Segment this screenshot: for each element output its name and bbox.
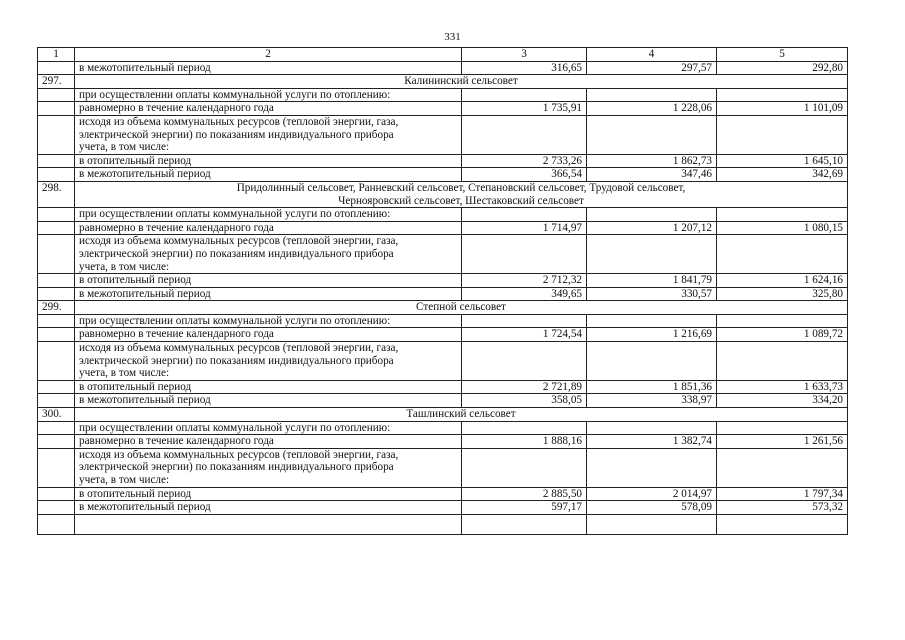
table-row <box>38 328 848 342</box>
column-header: 2 <box>75 48 462 62</box>
section-number: 300. <box>38 408 75 422</box>
table-row <box>38 115 848 154</box>
value-cell: 597,17 <box>462 501 587 515</box>
value-cell: 2 712,32 <box>462 274 587 288</box>
value-cell: 316,65 <box>462 61 587 75</box>
empty-cell <box>38 221 75 235</box>
table-row <box>38 342 848 381</box>
empty-cell <box>38 328 75 342</box>
value-cell: 1 228,06 <box>587 102 717 116</box>
value-cell: 1 382,74 <box>587 435 717 449</box>
value-cell: 334,20 <box>717 394 848 408</box>
value-cell: 342,69 <box>717 168 848 182</box>
table-row <box>38 380 848 394</box>
table-row <box>38 435 848 449</box>
empty-cell <box>38 102 75 116</box>
empty-cell <box>587 448 717 487</box>
row-label <box>75 235 462 274</box>
table-row <box>38 154 848 168</box>
value-cell: 1 101,09 <box>717 102 848 116</box>
row-label: в отопительный период <box>75 380 462 394</box>
table-row <box>38 274 848 288</box>
row-label: в межотопительный период <box>75 394 462 408</box>
section-title-row <box>38 408 848 422</box>
empty-cell <box>587 208 717 222</box>
section-title <box>75 408 848 422</box>
section-title-row <box>38 75 848 89</box>
row-label: при осуществлении оплаты коммунальной услуги по отоплению: <box>75 88 462 102</box>
row-label: в отопительный период <box>75 487 462 501</box>
value-cell: 1 624,16 <box>717 274 848 288</box>
text-line: Придолинный сельсовет, Ранневский сельсовет, Степановский сельсовет, Трудовой сельсовет, <box>236 181 686 194</box>
section-number: 297. <box>38 75 75 89</box>
column-header: 5 <box>717 48 848 62</box>
table-row <box>38 221 848 235</box>
empty-cell <box>75 514 462 534</box>
text-line: учета, в том числе: <box>79 141 170 154</box>
table-row <box>38 487 848 501</box>
value-cell: 1 261,56 <box>717 435 848 449</box>
empty-cell <box>38 380 75 394</box>
row-label: равномерно в течение календарного года <box>75 328 462 342</box>
table-row <box>38 421 848 435</box>
table-row <box>38 61 848 75</box>
value-cell: 1 080,15 <box>717 221 848 235</box>
empty-cell <box>587 342 717 381</box>
empty-cell <box>38 88 75 102</box>
empty-cell <box>38 394 75 408</box>
empty-cell <box>38 274 75 288</box>
table-row <box>38 394 848 408</box>
text-line: учета, в том числе: <box>79 260 170 273</box>
empty-cell <box>587 514 717 534</box>
text-line: электрической энергии) по показаниям индивидуального прибора <box>79 354 394 367</box>
empty-cell <box>38 168 75 182</box>
value-cell: 2 885,50 <box>462 487 587 501</box>
value-cell: 1 207,12 <box>587 221 717 235</box>
section-title-row <box>38 301 848 315</box>
value-cell: 1 089,72 <box>717 328 848 342</box>
empty-cell <box>38 235 75 274</box>
section-title <box>75 75 848 89</box>
table-row <box>38 514 848 534</box>
value-cell: 1 851,36 <box>587 380 717 394</box>
value-cell: 1 645,10 <box>717 154 848 168</box>
section-number: 298. <box>38 181 75 207</box>
row-label: при осуществлении оплаты коммунальной услуги по отоплению: <box>75 314 462 328</box>
value-cell: 2 014,97 <box>587 487 717 501</box>
tariff-table <box>37 47 848 535</box>
empty-cell <box>38 287 75 301</box>
empty-cell <box>38 514 75 534</box>
value-cell: 349,65 <box>462 287 587 301</box>
empty-cell <box>717 342 848 381</box>
row-label: равномерно в течение календарного года <box>75 102 462 116</box>
page-number: 331 <box>444 31 461 43</box>
text-line: исходя из объема коммунальных ресурсов (тепловой энергии, газа, <box>79 448 399 461</box>
table-row <box>38 102 848 116</box>
empty-cell <box>462 448 587 487</box>
empty-cell <box>38 435 75 449</box>
empty-cell <box>717 448 848 487</box>
empty-cell <box>587 235 717 274</box>
value-cell: 1 633,73 <box>717 380 848 394</box>
value-cell: 347,46 <box>587 168 717 182</box>
value-cell: 1 888,16 <box>462 435 587 449</box>
empty-cell <box>38 342 75 381</box>
text-line: Калининский сельсовет <box>404 75 518 88</box>
empty-cell <box>587 115 717 154</box>
value-cell: 1 714,97 <box>462 221 587 235</box>
section-title <box>75 181 848 207</box>
row-label: в межотопительный период <box>75 61 462 75</box>
value-cell: 1 724,54 <box>462 328 587 342</box>
column-header: 4 <box>587 48 717 62</box>
text-line: учета, в том числе: <box>79 367 170 380</box>
text-line: электрической энергии) по показаниям индивидуального прибора <box>79 247 394 260</box>
value-cell: 573,32 <box>717 501 848 515</box>
empty-cell <box>717 208 848 222</box>
empty-cell <box>587 88 717 102</box>
empty-cell <box>717 88 848 102</box>
empty-cell <box>462 208 587 222</box>
section-title-row <box>38 181 848 207</box>
column-header: 3 <box>462 48 587 62</box>
text-line: исходя из объема коммунальных ресурсов (тепловой энергии, газа, <box>79 115 399 128</box>
empty-cell <box>717 421 848 435</box>
table-row <box>38 168 848 182</box>
value-cell: 325,80 <box>717 287 848 301</box>
empty-cell <box>38 421 75 435</box>
empty-cell <box>717 115 848 154</box>
column-header-row <box>38 48 848 62</box>
empty-cell <box>462 314 587 328</box>
section-title <box>75 301 848 315</box>
empty-cell <box>717 514 848 534</box>
text-line: электрической энергии) по показаниям индивидуального прибора <box>79 128 394 141</box>
empty-cell <box>38 487 75 501</box>
empty-cell <box>462 514 587 534</box>
empty-cell <box>38 115 75 154</box>
value-cell: 2 733,26 <box>462 154 587 168</box>
value-cell: 358,05 <box>462 394 587 408</box>
row-label: равномерно в течение календарного года <box>75 221 462 235</box>
empty-cell <box>462 421 587 435</box>
value-cell: 1 797,34 <box>717 487 848 501</box>
empty-cell <box>587 314 717 328</box>
value-cell: 292,80 <box>717 61 848 75</box>
text-line: исходя из объема коммунальных ресурсов (тепловой энергии, газа, <box>79 235 399 248</box>
empty-cell <box>38 208 75 222</box>
value-cell: 297,57 <box>587 61 717 75</box>
value-cell: 330,57 <box>587 287 717 301</box>
table-row <box>38 501 848 515</box>
table-row <box>38 287 848 301</box>
table-row <box>38 448 848 487</box>
table-row <box>38 88 848 102</box>
row-label: в отопительный период <box>75 274 462 288</box>
row-label: при осуществлении оплаты коммунальной услуги по отоплению: <box>75 421 462 435</box>
row-label: равномерно в течение календарного года <box>75 435 462 449</box>
table-row <box>38 314 848 328</box>
text-line: Степной сельсовет <box>416 301 506 314</box>
row-label: в межотопительный период <box>75 168 462 182</box>
row-label: в отопительный период <box>75 154 462 168</box>
empty-cell <box>462 342 587 381</box>
value-cell: 1 862,73 <box>587 154 717 168</box>
value-cell: 1 735,91 <box>462 102 587 116</box>
value-cell: 366,54 <box>462 168 587 182</box>
empty-cell <box>38 448 75 487</box>
row-label: в межотопительный период <box>75 287 462 301</box>
row-label <box>75 342 462 381</box>
empty-cell <box>462 115 587 154</box>
empty-cell <box>462 88 587 102</box>
empty-cell <box>717 314 848 328</box>
row-label: в межотопительный период <box>75 501 462 515</box>
empty-cell <box>38 501 75 515</box>
value-cell: 578,09 <box>587 501 717 515</box>
row-label <box>75 448 462 487</box>
row-label <box>75 115 462 154</box>
value-cell: 2 721,89 <box>462 380 587 394</box>
value-cell: 1 841,79 <box>587 274 717 288</box>
value-cell: 338,97 <box>587 394 717 408</box>
value-cell: 1 216,69 <box>587 328 717 342</box>
table-row <box>38 235 848 274</box>
text-line: учета, в том числе: <box>79 474 170 486</box>
section-number: 299. <box>38 301 75 315</box>
table-row <box>38 208 848 222</box>
text-line: исходя из объема коммунальных ресурсов (тепловой энергии, газа, <box>79 342 399 355</box>
empty-cell <box>587 421 717 435</box>
text-line: Ташлинский сельсовет <box>406 408 516 421</box>
empty-cell <box>462 235 587 274</box>
column-header: 1 <box>38 48 75 62</box>
text-line: электрической энергии) по показаниям индивидуального прибора <box>79 461 394 474</box>
empty-cell <box>717 235 848 274</box>
row-label: при осуществлении оплаты коммунальной услуги по отоплению: <box>75 208 462 222</box>
empty-cell <box>38 154 75 168</box>
empty-cell <box>38 314 75 328</box>
text-line: Чернояровский сельсовет, Шестаковский сельсовет <box>338 194 584 207</box>
